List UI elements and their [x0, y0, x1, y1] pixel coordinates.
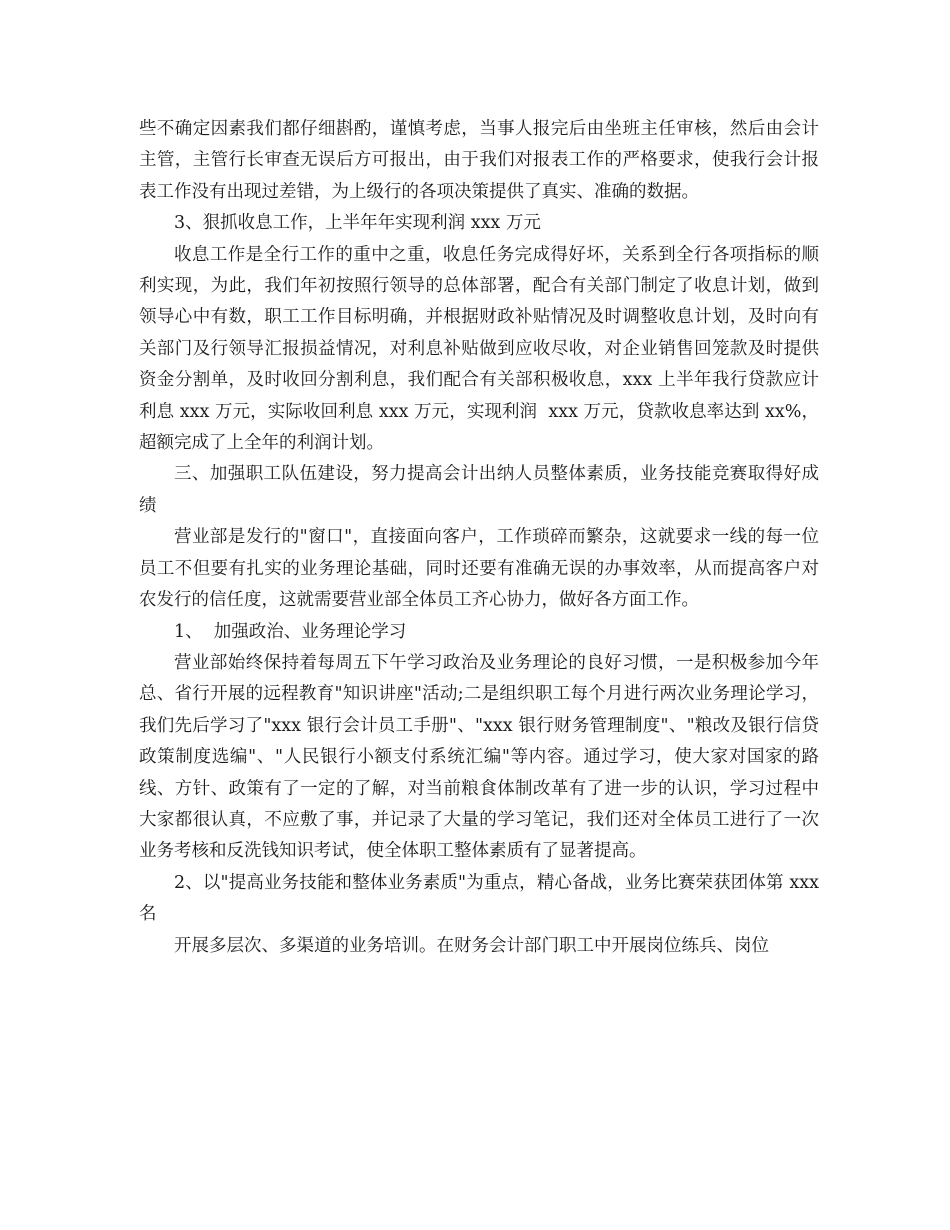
section-heading-three: 三、加强职工队伍建设，努力提高会计出纳人员整体素质，业务技能竞赛取得好成绩 [139, 464, 819, 516]
paragraph-training: 开展多层次、多渠道的业务培训。在财务会计部门职工中开展岗位练兵、岗位 [174, 935, 769, 956]
paragraph-study: 营业部始终保持着每周五下午学习政治及业务理论的良好习惯，一是积极参加今年总、省行开展的远程教育"知识讲座"活动;二是组织职工每个月进行两次业务理论学习，我们先后学习了"xxx 银行会计员工手册"、"xxx 银行财务管理制度"、"粮改及银行信贷政策制度选编"、"人民银行小额支付系统汇编"等内容。通过学习，使大家对国家的路线、方针、政策有了一定的了解，对当前粮食体制改革有了进一步的认识，学习过程中大家都很认真，不应敷了事，并记录了大量的学习笔记，我们还对全体员工进行了一次业务考核和反洗钱知识考试，使全体职工整体素质有了显著提高。 [139, 652, 819, 862]
document-body [139, 114, 825, 962]
paragraph-business-window: 营业部是发行的"窗口"，直接面向客户，工作琐碎而繁杂，这就要求一线的每一位员工不但要有扎实的业务理论基础，同时还要有准确无误的办事效率，从而提高客户对农发行的信任度，这就需要营业部全体员工齐心协力，做好各方面工作。 [139, 527, 819, 611]
paragraph-continuation: 些不确定因素我们都仔细斟酌，谨慎考虑，当事人报完后由坐班主任审核，然后由会计主管，主管行长审查无误后方可报出，由于我们对报表工作的严格要求，使我行会计报表工作没有出现过差错，为上级行的各项决策提供了真实、准确的数据。 [139, 119, 819, 202]
heading-item-1: 1、 加强政治、业务理论学习 [174, 621, 407, 642]
paragraph-interest-collection: 收息工作是全行工作的重中之重，收息任务完成得好坏，关系到全行各项指标的顺利实现，为此，我们年初按照行领导的总体部署，配合有关部门制定了收息计划，做到领导心中有数，职工工作目标明确，并根据财政补贴情况及时调整收息计划，及时向有关部门及行领导汇报损益情况，对利息补贴做到应收尽收，对企业销售回笼款及时提供资金分割单，及时收回分割利息，我们配合有关部积极收息，xxx 上半年我行贷款应计利息 xxx 万元，实际收回利息 xxx 万元，实现利润 xxx 万元，贷款收息率达到 xx%，超额完成了上全年的利润计划。 [139, 244, 819, 454]
heading-item-2: 2、以"提高业务技能和整体业务素质"为重点，精心备战，业务比赛荣获团体第 xxx 名 [139, 872, 825, 925]
heading-item-3: 3、狠抓收息工作，上半年年实现利润 xxx 万元 [174, 213, 541, 234]
